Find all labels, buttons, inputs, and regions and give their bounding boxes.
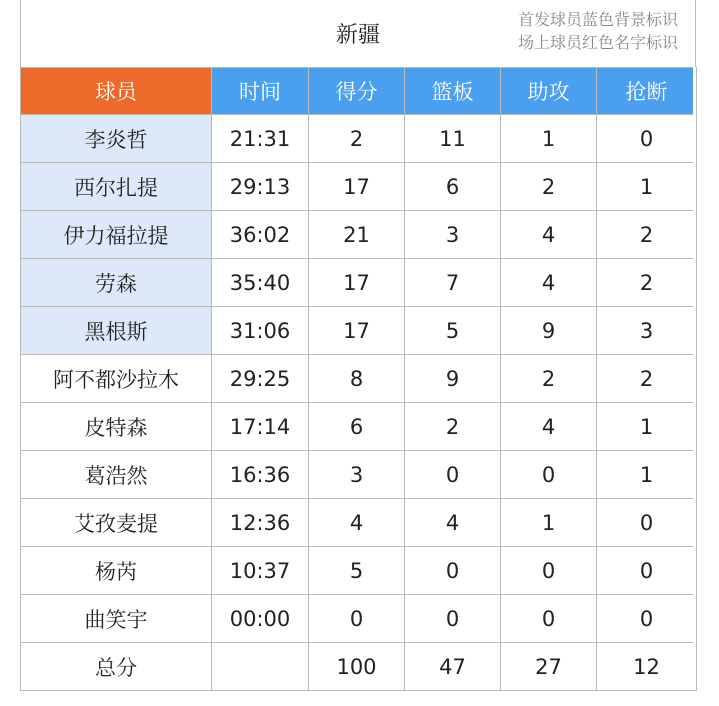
player-name-cell[interactable]: 杨芮 xyxy=(21,547,212,595)
rebounds-cell: 9 xyxy=(405,355,501,403)
player-name-cell[interactable]: 劳森 xyxy=(21,259,212,307)
column-header-time[interactable]: 时间 xyxy=(212,68,309,115)
points-cell: 4 xyxy=(309,499,405,547)
legend xyxy=(518,8,678,54)
table-row[interactable] xyxy=(21,451,697,499)
points-cell: 17 xyxy=(309,259,405,307)
assists-cell: 1 xyxy=(501,499,597,547)
table-row[interactable] xyxy=(21,163,697,211)
column-header-assists[interactable]: 助攻 xyxy=(501,68,597,115)
player-name-cell[interactable]: 曲笑宇 xyxy=(21,595,212,643)
steals-cell: 0 xyxy=(597,547,697,595)
column-header-rebounds[interactable]: 篮板 xyxy=(405,68,501,115)
legend-oncourt-note: 场上球员红色名字标识 xyxy=(517,33,678,52)
steals-cell: 3 xyxy=(597,307,697,355)
header-row xyxy=(21,68,697,115)
assists-cell: 9 xyxy=(501,307,597,355)
assists-cell: 4 xyxy=(501,403,597,451)
time-cell: 12:36 xyxy=(212,499,309,547)
assists-cell: 2 xyxy=(501,163,597,211)
rebounds-cell: 2 xyxy=(405,403,501,451)
steals-cell: 1 xyxy=(597,403,697,451)
points-cell: 8 xyxy=(309,355,405,403)
rebounds-cell: 6 xyxy=(405,163,501,211)
table-row[interactable] xyxy=(21,115,697,163)
steals-cell: 0 xyxy=(597,115,697,163)
totals-rebounds: 47 xyxy=(405,643,501,691)
time-cell: 00:00 xyxy=(212,595,309,643)
time-cell: 17:14 xyxy=(212,403,309,451)
assists-cell: 0 xyxy=(501,595,597,643)
steals-cell: 2 xyxy=(597,259,697,307)
time-cell: 16:36 xyxy=(212,451,309,499)
assists-cell: 4 xyxy=(501,259,597,307)
steals-cell: 1 xyxy=(597,451,697,499)
totals-steals: 12 xyxy=(597,643,697,691)
rebounds-cell: 5 xyxy=(405,307,501,355)
player-stats-table xyxy=(20,67,697,691)
player-name-cell[interactable]: 艾孜麦提 xyxy=(21,499,212,547)
rebounds-cell: 0 xyxy=(405,547,501,595)
column-header-player[interactable]: 球员 xyxy=(21,68,212,115)
assists-cell: 1 xyxy=(501,115,597,163)
rebounds-cell: 3 xyxy=(405,211,501,259)
rebounds-cell: 11 xyxy=(405,115,501,163)
points-cell: 6 xyxy=(309,403,405,451)
rebounds-cell: 4 xyxy=(405,499,501,547)
table-row[interactable] xyxy=(21,547,697,595)
player-name-cell[interactable]: 皮特森 xyxy=(21,403,212,451)
player-name-cell[interactable]: 阿不都沙拉木 xyxy=(21,355,212,403)
assists-cell: 0 xyxy=(501,451,597,499)
table-row[interactable] xyxy=(21,211,697,259)
team-header xyxy=(20,0,696,67)
steals-cell: 0 xyxy=(597,499,697,547)
player-name-cell[interactable]: 黑根斯 xyxy=(21,307,212,355)
time-cell: 29:25 xyxy=(212,355,309,403)
points-cell: 5 xyxy=(309,547,405,595)
player-name-cell[interactable]: 李炎哲 xyxy=(21,115,212,163)
assists-cell: 0 xyxy=(501,547,597,595)
table-row[interactable] xyxy=(21,259,697,307)
table-row[interactable] xyxy=(21,499,697,547)
steals-cell: 2 xyxy=(597,211,697,259)
steals-cell: 0 xyxy=(597,595,697,643)
table-right-edge xyxy=(693,67,696,690)
time-cell: 36:02 xyxy=(212,211,309,259)
totals-points: 100 xyxy=(309,643,405,691)
time-cell: 35:40 xyxy=(212,259,309,307)
steals-cell: 2 xyxy=(597,355,697,403)
assists-cell: 2 xyxy=(501,355,597,403)
points-cell: 2 xyxy=(309,115,405,163)
rebounds-cell: 0 xyxy=(405,595,501,643)
column-header-points[interactable]: 得分 xyxy=(309,68,405,115)
time-cell: 31:06 xyxy=(212,307,309,355)
time-cell: 10:37 xyxy=(212,547,309,595)
player-name-cell[interactable]: 西尔扎提 xyxy=(21,163,212,211)
legend-starter-note: 首发球员蓝色背景标识 xyxy=(517,10,678,29)
table-row[interactable] xyxy=(21,355,697,403)
points-cell: 0 xyxy=(309,595,405,643)
table-row[interactable] xyxy=(21,595,697,643)
team-name: 新疆 xyxy=(335,23,380,48)
totals-row xyxy=(21,643,697,691)
table-row[interactable] xyxy=(21,307,697,355)
steals-cell: 1 xyxy=(597,163,697,211)
player-name-cell[interactable]: 葛浩然 xyxy=(21,451,212,499)
table-row[interactable] xyxy=(21,403,697,451)
column-header-steals[interactable]: 抢断 xyxy=(597,68,697,115)
time-cell: 21:31 xyxy=(212,115,309,163)
player-name-cell[interactable]: 伊力福拉提 xyxy=(21,211,212,259)
time-cell: 29:13 xyxy=(212,163,309,211)
points-cell: 3 xyxy=(309,451,405,499)
points-cell: 17 xyxy=(309,163,405,211)
rebounds-cell: 7 xyxy=(405,259,501,307)
assists-cell: 4 xyxy=(501,211,597,259)
rebounds-cell: 0 xyxy=(405,451,501,499)
totals-assists: 27 xyxy=(501,643,597,691)
points-cell: 17 xyxy=(309,307,405,355)
totals-label: 总分 xyxy=(21,643,212,691)
points-cell: 21 xyxy=(309,211,405,259)
totals-time xyxy=(212,643,309,691)
